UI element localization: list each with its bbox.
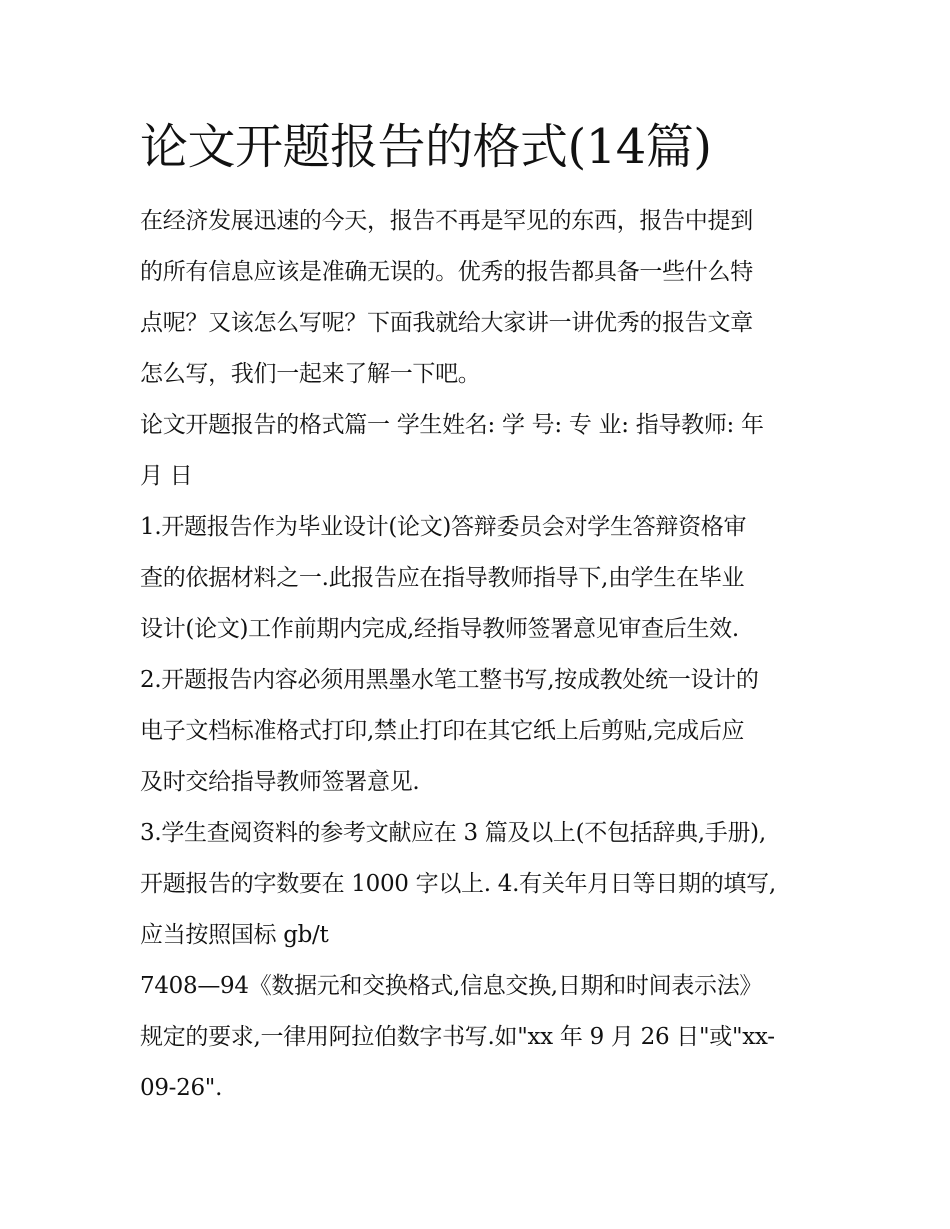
text-line: 月 日 [140,463,193,489]
text-line: 怎么写，我们一起来了解一下吧。 [140,361,481,387]
text-line: 及时交给指导教师签署意见. [140,769,420,795]
text-line: 09-26". [140,1075,223,1101]
document-body [140,200,820,1118]
text-line: 开题报告的字数要在 1000 字以上. 4.有关年月日等日期的填写, [140,871,776,897]
text-line: 2.开题报告内容必须用黑墨水笔工整书写,按成教处统一设计的 [140,667,759,693]
text-line: 电子文档标准格式打印,禁止打印在其它纸上后剪贴,完成后应 [140,718,745,744]
text-line: 规定的要求,一律用阿拉伯数字书写.如"xx 年 9 月 26 日"或"xx- [140,1024,775,1050]
text-line: 在经济发展迅速的今天，报告不再是罕见的东西，报告中提到 [140,208,753,234]
text-line: 点呢？又该怎么写呢？下面我就给大家讲一讲优秀的报告文章 [140,310,753,336]
text-line: 查的依据材料之一.此报告应在指导教师指导下,由学生在毕业 [140,565,745,591]
document-title: 论文开题报告的格式(14篇) [140,119,712,175]
text-line: 应当按照国标 gb/t [140,922,329,948]
text-line: 7408—94《数据元和交换格式,信息交换,日期和时间表示法》 [140,973,763,999]
text-line: 1.开题报告作为毕业设计(论文)答辩委员会对学生答辩资格审 [140,514,747,540]
text-line: 3.学生查阅资料的参考文献应在 3 篇及以上(不包括辞典,手册), [140,820,766,846]
text-line: 的所有信息应该是准确无误的。优秀的报告都具备一些什么特 [140,259,753,285]
text-line: 论文开题报告的格式篇一 学生姓名: 学 号: 专 业: 指导教师: 年 [140,412,764,438]
text-line: 设计(论文)工作前期内完成,经指导教师签署意见审查后生效. [140,616,739,642]
